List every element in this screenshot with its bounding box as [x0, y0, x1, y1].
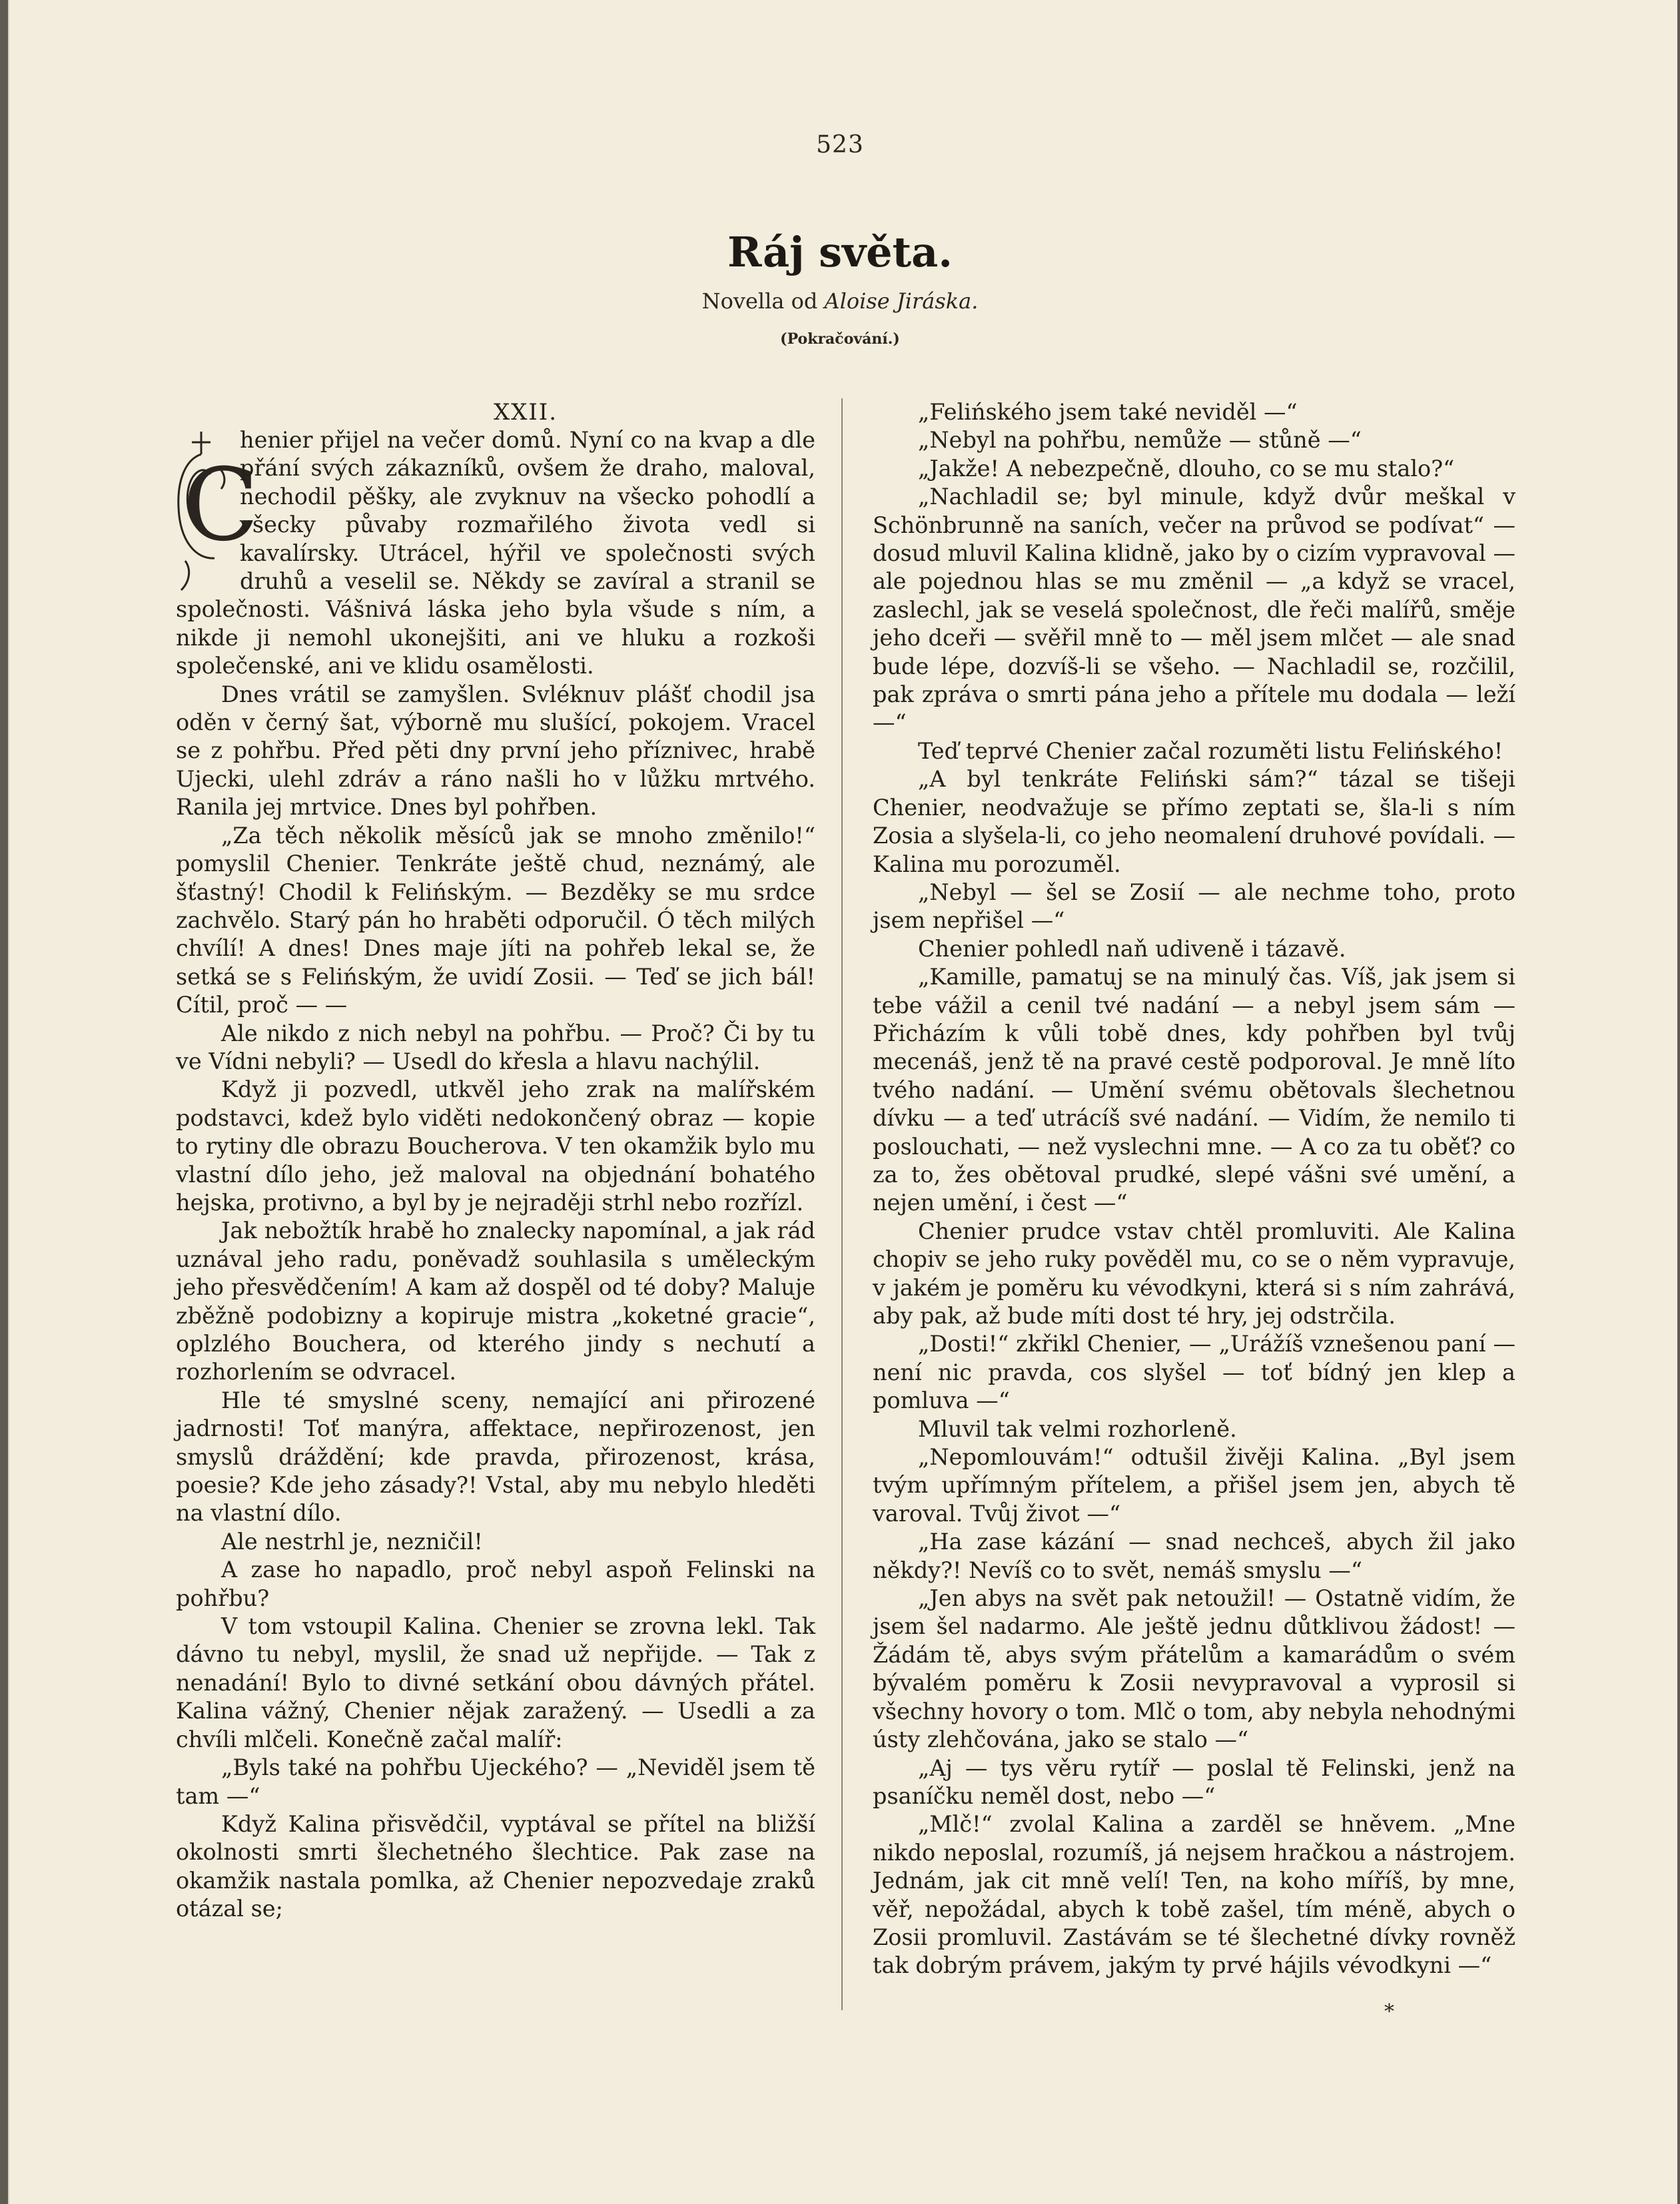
- subtitle: [0, 288, 1680, 314]
- paragraph: Teď teprvé Chenier začal rozuměti listu Felińského!: [918, 737, 1503, 764]
- drop-cap-ornament: [172, 428, 259, 594]
- paragraph: Dnes vrátil se zamyšlen. Svléknuv plášť chodil jsa oděn v černý šat, výborně mu slušící, pokojem. Vracel se z pohřbu. Před pěti dny první jeho příznivec, hrabě Ujecki, ulehl zdráv a ráno našli ho v lůžku mrtvého. Ranila jej mrtvice. Dnes byl pohřben.: [176, 681, 815, 821]
- paragraph: henier přijel na večer domů. Nyní co na kvap a dle přání svých zákazníků, ovšem že draho, maloval, nechodil pěšky, ale zvyknuv na všecko pohodlí a všecky půvaby rozmařilého života vedl si kavalírsky. Utrácel, hýřil ve společnosti svých druhů a veselil se. Někdy se zavíral a stranil se společnosti. Vášnivá láska jeho byla všude s ním, a nikde ji nemohl ukonejšiti, ani ve hluku a rozkoši společenské, ani ve klidu osamělosti.: [176, 427, 815, 679]
- paragraph: „Nebyl na pohřbu, nemůže — stůně —“: [918, 427, 1362, 454]
- paragraph: Když Kalina přisvědčil, vyptával se přítel na bližší okolnosti smrti šlechetného šlechtice. Pak zase na okamžik nastala pomlka, až Chenier nepozvedaje zraků otázal se;: [176, 1810, 815, 1922]
- paragraph: Mluvil tak velmi rozhorleně.: [918, 1415, 1237, 1442]
- article-title: Ráj světa.: [727, 228, 953, 276]
- paragraph: „Nebyl — šel se Zosií — ale nechme toho, proto jsem nepřišel —“: [873, 879, 1515, 934]
- paragraph: „Za těch několik měsíců jak se mnoho změnilo!“ pomyslil Chenier. Tenkráte ještě chud, neznámý, ale šťastný! Chodil k Felińským. — Bezděky se mu srdce zachvělo. Starý pán ho hraběti odporučil. Ó těch milých chvílí! A dnes! Dnes maje jíti na pohřeb lekal se, že setká se s Felińským, že uvidí Zosii. — Teď se jich bál! Cítil, proč — —: [176, 822, 815, 1018]
- paragraph: „Dosti!“ zkřikl Chenier, — „Urážíš vznešenou paní — není nic pravda, cos slyšel — toť bídný jen klep a pomluva —“: [873, 1331, 1515, 1414]
- drop-cap-letter: C: [183, 448, 259, 563]
- paragraph: „Mlč!“ zvolal Kalina a zarděl se hněvem. „Mne nikdo neposlal, rozumíš, já nejsem hračkou a nástrojem. Jednám, jak cit mně velí! Ten, na koho míříš, by mne, věř, nepožádal, abych k tobě zašel, tím méně, abych o Zosii promluvil. Zastávám se té šlechetné dívky rovněž tak dobrým právem, jakým ty prvé hájils vévodkyni —“: [873, 1811, 1515, 1979]
- paragraph: Ale nikdo z nich nebyl na pohřbu. — Proč? Či by tu ve Vídni nebyli? — Usedl do křesla a hlavu nachýlil.: [176, 1020, 815, 1074]
- paragraph: „A byl tenkráte Feliński sám?“ tázal se tišeji Chenier, neodvažuje se přímo zeptati se, šla-li s ním Zosia a slyšela-li, co jeho neomalení druhové povídali. — Kalina mu porozuměl.: [873, 766, 1515, 877]
- paragraph: Jak nebožtík hrabě ho znalecky napomínal, a jak rád uznával jeho radu, poněvadž souhlasila s uměleckým jeho přesvědčením! A kam až dospěl od té doby? Maluje zběžně podobizny a kopiruje mistra „koketné gracie“, oplzlého Bouchera, od kterého jindy s nechutí a rozhorlením se odvracel.: [176, 1218, 815, 1385]
- right-column: [873, 398, 1515, 1980]
- paragraph: „Jen abys na svět pak netoužil! — Ostatně vidím, že jsem šel nadarmo. Ale ještě jednu důtklivou žádost! — Žádám tě, abys svým přátelům a kamarádům o svém bývalém poměru k Zosii nevypravoval a vyprosil si všechny hovory o tom. Mlč o tom, aby nebyla nehodnými ústy zlehčována, jako se stalo —“: [873, 1585, 1515, 1753]
- paragraph: „Nachladil se; byl minule, když dvůr meškal v Schönbrunně na saních, večer na průvod se podívat“ — dosud mluvil Kalina klidně, jako by o cizím vypravoval — ale pojednou hlas se mu změnil — „a když se vracel, zaslechl, jak se veselá společnost, dle řeči malířů, směje jeho dceři — svěřil mně to — měl jsem mlčet — ale snad bude lépe, dozvíš-li se všeho. — Nachladil se, rozčilil, pak zpráva o smrti pána jeho a přítele mu dodala — leží —“: [873, 484, 1515, 736]
- page-number: 523: [816, 131, 864, 159]
- paragraph: Ale nestrhl je, nezničil!: [221, 1528, 483, 1555]
- paragraph: „Nepomlouvám!“ odtušil živěji Kalina. „Byl jsem tvým upřímným přítelem, a přišel jsem jen, abych tě varoval. Tvůj život —“: [873, 1444, 1515, 1527]
- paragraph: Chenier prudce vstav chtěl promluviti. Ale Kalina chopiv se jeho ruky pověděl mu, co se o něm vypravuje, v jakém je poměru ku vévodkyni, která si s ním zahrává, aby pak, až bude míti dost té hry, jej odstrčila.: [873, 1218, 1515, 1329]
- column-divider: [841, 398, 843, 2010]
- paragraph: Když ji pozvedl, utkvěl jeho zrak na malířském podstavci, kdež bylo viděti nedokončený obraz — kopie to rytiny dle obrazu Boucherova. V ten okamžik bylo mu vlastní dílo jeho, jež maloval na objednání bohatého hejska, protivno, a byl by je nejraději strhl nebo rozřízl.: [176, 1076, 815, 1216]
- continuation-note: (Pokračování.): [780, 330, 900, 348]
- paragraph: A zase ho napadlo, proč nebyl aspoň Felinski na pohřbu?: [176, 1557, 815, 1611]
- subtitle-prefix: Novella od: [701, 288, 825, 314]
- paragraph: „Aj — tys věru rytíř — poslal tě Felinski, jenž na psaníčku neměl dost, nebo —“: [873, 1754, 1515, 1809]
- paragraph: „Felińského jsem také neviděl —“: [918, 399, 1298, 425]
- footer-asterisk: *: [1384, 2000, 1394, 2023]
- paragraph: „Jakže! A nebezpečně, dlouho, co se mu stalo?“: [918, 455, 1455, 482]
- paragraph: Chenier pohledl naň udiveně i tázavě.: [918, 935, 1346, 962]
- left-column: [176, 398, 815, 1924]
- paragraph: „Kamille, pamatuj se na minulý čas. Víš, jak jsem si tebe vážil a cenil tvé nadání — a nebyl jsem sám — Přicházím k vůli tobě dnes, kdy pohřben byl tvůj mecenáš, jenž tě na pravé cestě podporoval. Je mně líto tvého nadání. — Umění svému obětovals šlechetnou dívku — a teď utrácíš své nadání. — Vidím, že nemilo ti poslouchati, — než vyslechni mne. — A co za tu oběť? co za to, žes obětoval prudké, slepé vášni své umění, a nejen umění, i čest —“: [873, 964, 1515, 1216]
- paragraph: „Byls také na pohřbu Ujeckého? — „Neviděl jsem tě tam —“: [176, 1754, 815, 1809]
- paragraph: „Ha zase kázání — snad nechceš, abych žil jako někdy?! Nevíš co to svět, nemáš smyslu —“: [873, 1529, 1515, 1583]
- chapter-heading: XXII.: [493, 399, 558, 426]
- paragraph: Hle té smyslné sceny, nemající ani přirozené jadrnosti! Toť manýra, affektace, nepřirozenost, jen smyslů dráždění; kde pravda, přirozenost, krása, poesie? Kde jeho zásady?! Vstal, aby mu nebylo hleděti na vlastní dílo.: [176, 1387, 815, 1527]
- paragraph: V tom vstoupil Kalina. Chenier se zrovna lekl. Tak dávno tu nebyl, myslil, že snad už nepřijde. — Tak z nenadání! Bylo to divné setkání obou dávných přátel. Kalina vážný, Chenier nějak zaražený. — Usedli a za chvíli mlčeli. Konečně začal malíř:: [176, 1613, 815, 1752]
- author-name: Aloise Jiráska.: [824, 288, 979, 314]
